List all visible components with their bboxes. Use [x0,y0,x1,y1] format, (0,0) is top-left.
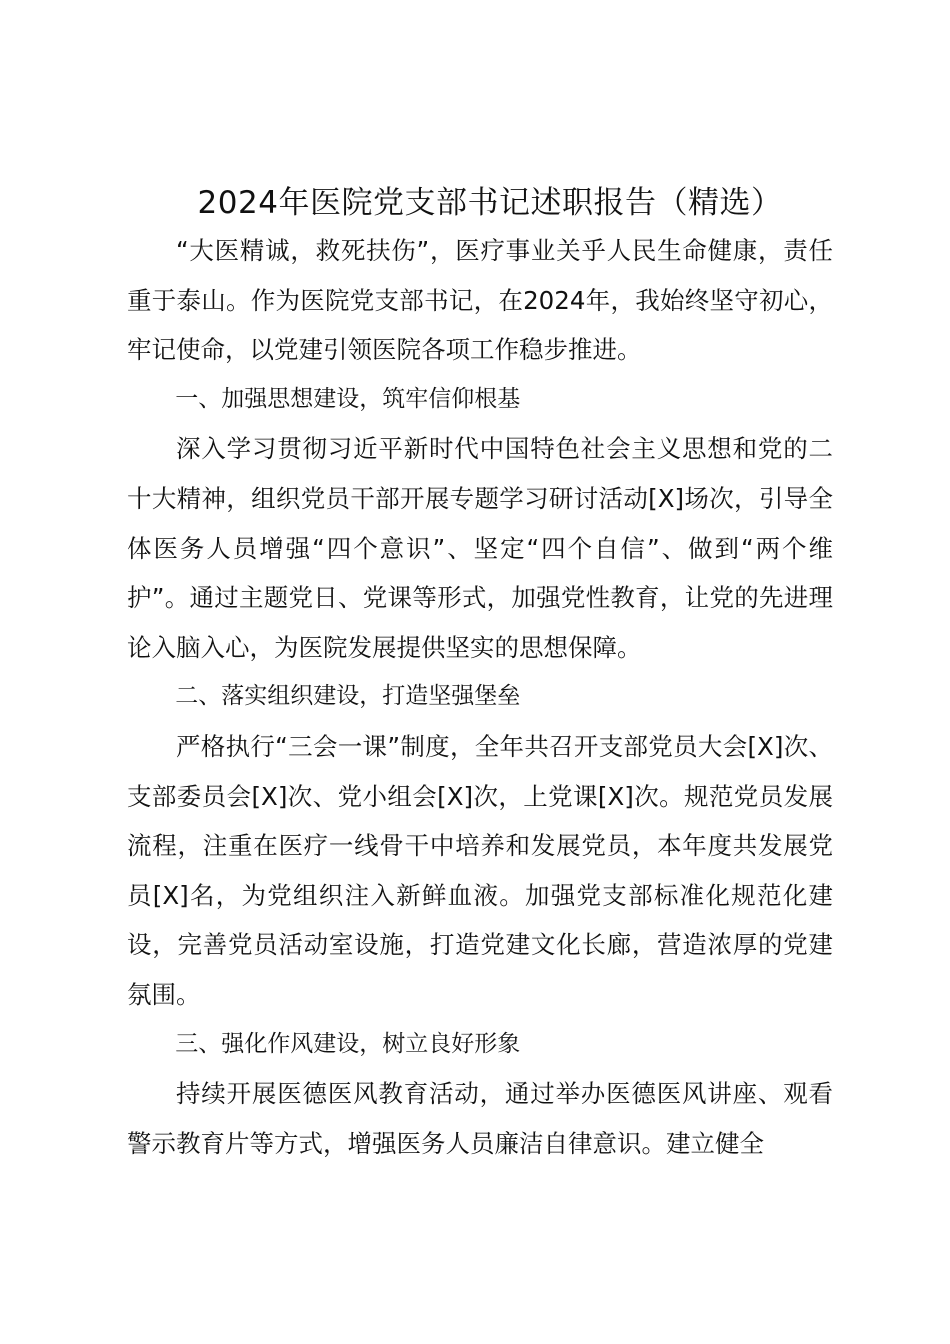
document-title: 2024年医院党支部书记述职报告（精选） [197,185,783,221]
section-paragraph-1: 深入学习贯彻习近平新时代中国特色社会主义思想和党的二十大精神，组织党员干部开展专题学习研讨活动[X]场次，引导全体医务人员增强“四个意识”、坚定“四个自信”、做到“两个维护”。通过主题党日、党课等形式，加强党性教育，让党的先进理论入脑入心，为医院发展提供坚实的思想保障。 [127,434,833,662]
section-heading-3: 三、强化作风建设，树立良好形象 [175,1030,521,1057]
section-heading-2: 二、落实组织建设，打造坚强堡垒 [175,683,521,710]
document-page [127,180,833,1168]
section-heading-1: 一、加强思想建设，筑牢信仰根基 [175,385,521,412]
intro-paragraph: “大医精诚，救死扶伤”，医疗事业关乎人民生命健康，责任重于泰山。作为医院党支部书记，在2024年，我始终坚守初心，牢记使命，以党建引领医院各项工作稳步推进。 [127,236,833,365]
section-paragraph-3: 持续开展医德医风教育活动，通过举办医德医风讲座、观看警示教育片等方式，增强医务人员廉洁自律意识。建立健全 [127,1079,833,1158]
section-paragraph-2: 严格执行“三会一课”制度，全年共召开支部党员大会[X]次、支部委员会[X]次、党小组会[X]次，上党课[X]次。规范党员发展流程，注重在医疗一线骨干中培养和发展党员，本年度共发展党员[X]名，为党组织注入新鲜血液。加强党支部标准化规范化建设，完善党员活动室设施，打造党建文化长廊，营造浓厚的党建氛围。 [127,731,833,1009]
